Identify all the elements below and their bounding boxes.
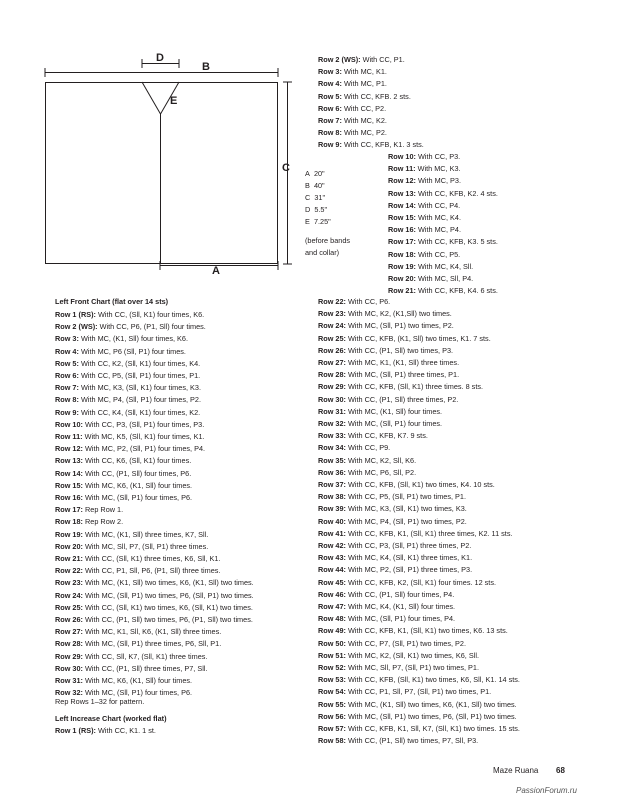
instruction-row — [55, 310, 204, 320]
instruction-row — [318, 456, 416, 466]
watermark: PassionForum.ru — [516, 786, 577, 795]
instruction-row — [55, 505, 123, 515]
row-text: With MC, (Sll, P1) four times. — [345, 419, 443, 428]
row-text: With MC, (Sll, P1) three times, P1. — [345, 370, 460, 380]
row-label: Row 55: — [318, 699, 346, 709]
instruction-row — [55, 603, 253, 613]
row-text: With MC, K4, (Sll, K1) three times, K1. — [345, 553, 473, 563]
row-label: Row 9: — [318, 140, 342, 150]
row-label: Row 31: — [55, 676, 83, 685]
row-label: Row 56: — [318, 711, 346, 721]
row-text: With CC, KFB, K2. 4 sts. — [415, 188, 498, 198]
legend-key: A — [305, 169, 310, 178]
row-label: Row 46: — [318, 589, 346, 599]
row-text: With MC, Sll, P7, (Sll, P1) three times. — [82, 541, 209, 551]
row-text: With MC, (Sll, P1) two times, P2. — [345, 321, 454, 331]
instruction-row — [318, 687, 491, 697]
row-label: Row 19: — [55, 529, 83, 539]
row-text: With CC, KFB. 2 sts. — [341, 91, 411, 101]
row-label: Row 44: — [318, 565, 346, 575]
row-text: With CC, K4, (Sll, K1) four times, K2. — [78, 407, 201, 417]
instruction-row — [388, 274, 473, 284]
row-text: With CC, P1, Sll, P7, (Sll, P1) two times, P1. — [345, 687, 492, 697]
row-label: Row 11: — [55, 432, 83, 441]
row-text: With MC, K2, Sll, K6. — [345, 455, 417, 465]
instruction-row — [55, 517, 123, 527]
rep-note: Rep Rows 1–32 for pattern. — [55, 697, 145, 706]
legend-key: C — [305, 193, 311, 202]
instruction-row — [55, 542, 208, 552]
instruction-row — [318, 443, 390, 453]
legend-value: 5.5" — [314, 205, 328, 214]
row-text: With CC, (P1, Sll) two times, P3. — [345, 345, 454, 355]
instruction-row — [318, 104, 386, 114]
instruction-row — [318, 675, 520, 685]
row-label: Row 14: — [55, 468, 83, 478]
row-text: With MC, (Sll, P1) two times, P6, (Sll, P1) two times. — [345, 711, 517, 721]
row-text: With MC, (K1, Sll) four times. — [345, 406, 443, 416]
row-text: With CC, (P1, Sll) three times, P2. — [345, 394, 459, 404]
row-text: With CC, (P1, Sll) two times, P6, (P1, Sll) two times. — [82, 615, 253, 624]
row-text: With MC, Sll, P4. — [415, 274, 474, 283]
row-text: With MC, K3, (Sll, K1) four times, K3. — [78, 383, 201, 393]
row-text: With CC, KFB, (Sll, K1) two times, K6, Sll, K1. 14 sts. — [345, 675, 520, 685]
row-text: With CC, (P1, Sll) four times, P4. — [345, 589, 455, 599]
row-label: Row 33: — [318, 431, 346, 441]
instruction-row — [55, 676, 192, 686]
instruction-row — [318, 370, 459, 380]
row-label: Row 29: — [55, 651, 83, 661]
instruction-row — [388, 213, 461, 223]
instruction-row — [318, 55, 405, 65]
row-label: Row 8: — [318, 128, 342, 138]
footer-title: Maze Ruana — [493, 766, 539, 775]
row-text: With CC, (Sll, K1) four times, K6. — [95, 310, 205, 319]
row-label: Row 25: — [55, 602, 83, 612]
instruction-row — [318, 79, 387, 89]
row-label: Row 28: — [55, 639, 83, 649]
instruction-row — [388, 286, 498, 296]
instruction-row — [55, 322, 206, 332]
row-label: Row 43: — [318, 553, 346, 563]
row-text: With CC, (Sll, K1) two times, K6, (Sll, K1) two times. — [82, 602, 253, 612]
row-text: With MC, (K1, Sll) three times, K7, Sll. — [82, 529, 209, 539]
row-label: Row 13: — [388, 188, 416, 198]
legend-value: 31" — [314, 193, 326, 202]
instruction-row — [388, 189, 498, 199]
row-label: Row 2 (WS): — [55, 322, 98, 332]
row-text: With CC, P6, (P1, Sll) four times. — [97, 322, 206, 332]
row-label: Row 17: — [388, 237, 416, 247]
instruction-row — [55, 456, 191, 466]
row-text: Rep Row 1. — [82, 505, 124, 515]
legend-note: (before bands — [305, 236, 351, 245]
row-label: Row 5: — [55, 358, 79, 368]
row-label: Row 10: — [55, 419, 83, 429]
row-text: With MC, K6, (K1, Sll) four times. — [82, 480, 193, 490]
ruana-schematic — [0, 0, 300, 290]
row-label: Row 7: — [318, 116, 342, 125]
row-text: With MC, K6, (K1, Sll) four times. — [82, 676, 193, 685]
row-text: With CC, Sll, K7, (Sll, K1) three times. — [82, 651, 208, 661]
row-text: With MC, P1. — [341, 79, 387, 89]
instruction-row — [55, 395, 201, 405]
instruction-row — [55, 664, 207, 674]
row-text: With MC, K4, Sll. — [415, 261, 474, 271]
row-label: Row 20: — [388, 274, 416, 283]
legend-value: 20" — [313, 169, 325, 178]
instruction-row — [318, 67, 387, 77]
instruction-row — [318, 517, 467, 527]
row-label: Row 20: — [55, 541, 83, 551]
row-label: Row 26: — [55, 615, 83, 624]
row-label: Row 49: — [318, 626, 346, 636]
row-label: Row 58: — [318, 736, 346, 746]
instruction-row — [55, 444, 205, 454]
row-text: With MC, (Sll, P1) four times, P6. — [82, 688, 193, 698]
row-label: Row 57: — [318, 724, 346, 733]
instruction-row — [55, 566, 220, 576]
row-text: With CC, KFB, K3. 5 sts. — [415, 237, 498, 247]
row-label: Row 21: — [55, 554, 83, 563]
row-label: Row 27: — [318, 358, 346, 367]
instruction-row — [55, 469, 191, 479]
row-label: Row 45: — [318, 577, 346, 587]
label-a: A — [212, 265, 220, 277]
row-label: Row 17: — [55, 505, 83, 515]
row-label: Row 40: — [318, 516, 346, 526]
row-label: Row 15: — [388, 213, 416, 222]
row-label: Row 53: — [318, 675, 346, 685]
label-b: B — [202, 61, 210, 73]
row-label: Row 19: — [388, 261, 416, 271]
instruction-row — [318, 639, 466, 649]
instruction-row — [318, 321, 454, 331]
row-label: Row 37: — [318, 480, 346, 489]
row-text: With MC, K1. — [341, 67, 387, 77]
row-label: Row 13: — [55, 456, 83, 466]
page-number: 68 — [556, 766, 565, 775]
row-text: With CC, KFB, K1, (Sll, K1) three times, K2. 11 sts. — [345, 528, 513, 538]
instruction-row — [388, 237, 498, 247]
instruction-row — [388, 152, 460, 162]
row-label: Row 16: — [55, 493, 83, 502]
instruction-row — [318, 541, 471, 551]
row-text: With CC, P1, Sll, P6, (P1, Sll) three times. — [82, 566, 221, 576]
row-text: With MC, P2. — [341, 128, 387, 138]
instruction-row — [55, 432, 205, 442]
instruction-row — [318, 504, 467, 514]
instruction-row — [55, 371, 200, 381]
row-text: With MC, P6 (Sll, P1) four times. — [78, 346, 186, 356]
row-label: Row 25: — [318, 333, 346, 343]
row-text: With CC, P3, (Sll, P1) four times, P3. — [82, 419, 205, 429]
row-label: Row 26: — [318, 345, 346, 355]
row-label: Row 14: — [388, 200, 416, 210]
row-text: With CC, P5. — [415, 249, 461, 259]
row-label: Row 32: — [55, 688, 83, 698]
row-text: With MC, P4, (Sll, P1) four times, P2. — [78, 395, 201, 405]
row-label: Row 12: — [388, 176, 416, 186]
instruction-row — [318, 395, 458, 405]
instruction-row — [388, 176, 461, 186]
row-text: With MC, K2, (K1,Sll) two times. — [345, 309, 452, 319]
instruction-row — [55, 578, 254, 588]
row-text: With CC, KFB, K1, Sll, K7, (Sll, K1) two times. 15 sts. — [345, 724, 520, 733]
instruction-row — [318, 480, 495, 490]
row-text: With MC, (Sll, P1) three times, P6, Sll, P1. — [82, 639, 222, 649]
row-label: Row 1 (RS): — [55, 310, 96, 319]
label-c: C — [282, 162, 290, 174]
row-text: With CC, KFB, K7. 9 sts. — [345, 431, 428, 441]
row-text: With CC, P3, (Sll, P1) three times, P2. — [345, 541, 472, 550]
row-label: Row 51: — [318, 650, 346, 660]
instruction-row — [388, 250, 460, 260]
schematic-outline — [46, 83, 278, 264]
instruction-row — [318, 128, 387, 138]
legend-key: D — [305, 205, 311, 214]
row-text: With CC, (P1, Sll) three times, P7, Sll. — [82, 663, 208, 673]
row-text: With MC, K3. — [415, 164, 461, 174]
instruction-row — [318, 700, 517, 710]
row-text: With CC, P5, (Sll, P1) two times, P1. — [345, 492, 467, 502]
row-text: With CC, KFB, (Sll, K1) two times, K4. 10 sts. — [345, 480, 495, 489]
row-label: Row 29: — [318, 382, 346, 392]
instruction-row — [55, 359, 200, 369]
instruction-row — [318, 626, 508, 636]
row-text: With MC, K4. — [415, 213, 461, 222]
row-label: Row 2 (WS): — [318, 55, 361, 64]
instruction-row — [55, 481, 192, 491]
row-text: With MC, P4. — [415, 225, 461, 235]
instruction-row — [318, 565, 472, 575]
instruction-row — [318, 651, 479, 661]
instruction-row — [55, 530, 208, 540]
instruction-row — [318, 492, 466, 502]
row-label: Row 11: — [388, 164, 416, 174]
row-text: With CC, K2, (Sll, K1) four times, K4. — [78, 358, 201, 368]
row-label: Row 22: — [55, 566, 83, 576]
row-label: Row 42: — [318, 541, 346, 550]
row-text: With MC, (Sll, P1) four times, P4. — [345, 614, 456, 624]
row-label: Row 52: — [318, 663, 346, 672]
instruction-row — [318, 116, 387, 126]
row-label: Row 50: — [318, 638, 346, 648]
row-label: Row 4: — [318, 79, 342, 89]
legend-note: and collar) — [305, 248, 340, 257]
section-heading: Left Increase Chart (worked flat) — [55, 714, 167, 723]
row-text: With CC, P7, (Sll, P1) two times, P2. — [345, 638, 467, 648]
row-text: With CC, P2. — [341, 103, 387, 113]
instruction-row — [55, 493, 192, 503]
instruction-row — [318, 529, 513, 539]
row-label: Row 6: — [55, 371, 79, 380]
row-text: With MC, P3. — [415, 176, 461, 186]
row-text: With CC, P1. — [360, 55, 405, 64]
instruction-row — [318, 590, 454, 600]
legend-key: B — [305, 181, 310, 190]
row-label: Row 3: — [318, 67, 342, 77]
row-text: With MC, K4, (K1, Sll) four times. — [345, 602, 456, 611]
row-text: With MC, K3, (Sll, K1) two times, K3. — [345, 504, 467, 514]
row-label: Row 24: — [318, 321, 346, 331]
instruction-row — [318, 614, 455, 624]
row-text: With CC, P3. — [415, 152, 461, 161]
row-text: With MC, Sll, P7, (Sll, P1) two times, P1. — [345, 663, 479, 672]
row-label: Row 21: — [388, 286, 416, 296]
instruction-row — [55, 639, 221, 649]
row-label: Row 24: — [55, 590, 83, 600]
row-label: Row 9: — [55, 407, 79, 417]
instruction-row — [318, 297, 390, 307]
row-label: Row 47: — [318, 602, 346, 611]
row-label: Row 5: — [318, 91, 342, 101]
instruction-row — [388, 164, 461, 174]
instruction-row — [318, 358, 459, 368]
instruction-row — [318, 712, 517, 722]
instruction-row — [55, 615, 253, 625]
row-text: With CC, P6. — [345, 297, 391, 306]
row-text: With MC, K2. — [341, 116, 387, 125]
row-text: With CC, KFB, (Sll, K1) three times. 8 sts. — [345, 382, 484, 392]
row-label: Row 10: — [388, 152, 416, 161]
row-label: Row 28: — [318, 370, 346, 380]
row-text: With CC, (P1, Sll) two times, P7, Sll, P3. — [345, 736, 479, 746]
instruction-row — [55, 652, 207, 662]
row-text: With CC, KFB, K1, (Sll, K1) two times, K6. 13 sts. — [345, 626, 508, 636]
instruction-row — [388, 225, 461, 235]
instruction-row — [318, 309, 452, 319]
row-text: With MC, K1, Sll, K6, (K1, Sll) three times. — [82, 627, 222, 637]
instruction-row — [318, 736, 478, 746]
row-text: With CC, K1. 1 st. — [95, 726, 156, 735]
instruction-row — [318, 407, 442, 417]
row-text: With MC, (Sll, P1) two times, P6, (Sll, P1) two times. — [82, 590, 254, 600]
instruction-row — [55, 347, 186, 357]
instruction-row — [318, 334, 491, 344]
row-text: With CC, KFB, K2, (Sll, K1) four times. 12 sts. — [345, 577, 497, 587]
row-text: With MC, K5, (Sll, K1) four times, K1. — [82, 432, 205, 441]
row-label: Row 16: — [388, 225, 416, 235]
row-text: With CC, P9. — [345, 443, 391, 453]
instruction-row — [55, 554, 220, 564]
label-e: E — [170, 95, 178, 107]
instruction-row — [318, 140, 424, 150]
row-text: With CC, P5, (Sll, P1) four times, P1. — [78, 371, 201, 380]
instruction-row — [318, 468, 416, 478]
legend-value: 7.25" — [313, 217, 331, 226]
row-text: With CC, KFB, (K1, Sll) two times, K1. 7 sts. — [345, 333, 491, 343]
row-text: With CC, KFB, K1. 3 sts. — [341, 140, 424, 150]
row-text: With MC, P4, (Sll, P1) two times, P2. — [345, 516, 467, 526]
row-text: With MC, P2, (Sll, P1) four times, P4. — [82, 444, 206, 454]
row-text: With CC, K6, (Sll, K1) four times. — [82, 456, 192, 466]
row-text: With CC, KFB, K4. 6 sts. — [415, 286, 498, 296]
row-label: Row 4: — [55, 346, 79, 356]
instruction-row — [318, 419, 442, 429]
row-label: Row 7: — [55, 383, 79, 393]
row-label: Row 1 (RS): — [55, 726, 96, 735]
row-label: Row 30: — [55, 663, 83, 673]
row-label: Row 36: — [318, 467, 346, 477]
row-label: Row 41: — [318, 528, 346, 538]
row-label: Row 6: — [318, 103, 342, 113]
label-d: D — [156, 52, 164, 64]
row-text: Rep Row 2. — [82, 517, 124, 527]
instruction-row — [318, 382, 483, 392]
instruction-row — [318, 431, 428, 441]
instruction-row — [55, 591, 254, 601]
instruction-row — [318, 346, 453, 356]
row-label: Row 23: — [318, 309, 346, 319]
instruction-row — [55, 420, 204, 430]
row-text: With MC, K1, (K1, Sll) three times. — [345, 358, 460, 367]
row-text: With MC, K2, (Sll, K1) two times, K6, Sll. — [345, 650, 479, 660]
instruction-row — [318, 663, 479, 673]
instruction-row — [55, 408, 200, 418]
section-heading: Left Front Chart (flat over 14 sts) — [55, 297, 169, 306]
instruction-row — [388, 201, 460, 211]
instruction-row — [55, 383, 201, 393]
row-text: With MC, (K1, Sll) four times, K6. — [78, 334, 188, 344]
row-text: With MC, P6, Sll, P2. — [345, 467, 417, 477]
instruction-row — [55, 726, 156, 736]
row-label: Row 23: — [55, 578, 83, 588]
row-label: Row 39: — [318, 504, 346, 514]
row-label: Row 15: — [55, 480, 83, 490]
instruction-row — [318, 602, 455, 612]
legend-key: E — [305, 217, 310, 226]
row-label: Row 3: — [55, 334, 79, 344]
row-text: With CC, (Sll, K1) three times, K6, Sll, K1. — [82, 554, 221, 563]
instruction-row — [388, 262, 473, 272]
instruction-row — [318, 92, 411, 102]
row-label: Row 38: — [318, 492, 346, 502]
legend-value: 40" — [313, 181, 325, 190]
row-label: Row 12: — [55, 444, 83, 454]
row-label: Row 27: — [55, 627, 83, 637]
row-label: Row 18: — [388, 249, 416, 259]
row-label: Row 48: — [318, 614, 346, 624]
instruction-row — [318, 578, 496, 588]
row-text: With MC, (K1, Sll) two times, K6, (K1, Sll) two times. — [345, 699, 517, 709]
row-text: With CC, (P1, Sll) four times, P6. — [82, 468, 192, 478]
instruction-row — [318, 724, 520, 734]
row-label: Row 22: — [318, 297, 346, 306]
row-label: Row 31: — [318, 406, 346, 416]
row-label: Row 8: — [55, 395, 79, 405]
instruction-row — [318, 553, 472, 563]
row-label: Row 30: — [318, 394, 346, 404]
row-label: Row 18: — [55, 517, 83, 527]
instruction-row — [55, 334, 188, 344]
instruction-row — [55, 627, 221, 637]
row-text: With MC, (K1, Sll) two times, K6, (K1, Sll) two times. — [82, 578, 254, 588]
row-label: Row 34: — [318, 443, 346, 453]
row-label: Row 35: — [318, 455, 346, 465]
row-label: Row 54: — [318, 687, 346, 697]
row-text: With CC, P4. — [415, 200, 461, 210]
row-label: Row 32: — [318, 419, 346, 428]
row-text: With MC, P2, (Sll, P1) three times, P3. — [345, 565, 473, 575]
row-text: With MC, (Sll, P1) four times, P6. — [82, 493, 193, 502]
